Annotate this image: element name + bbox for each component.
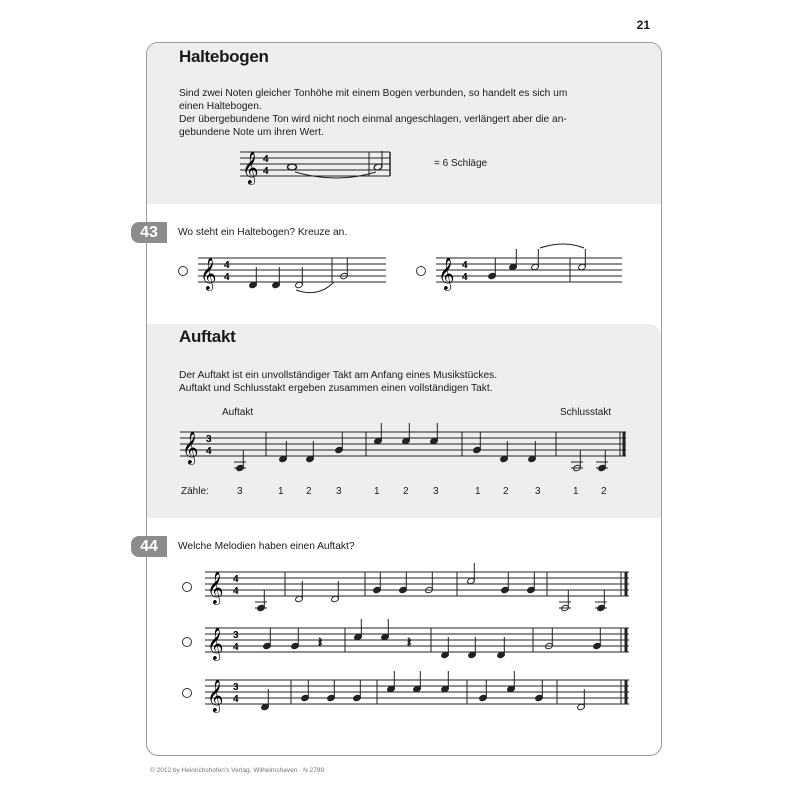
treble-clef-icon: 𝄞 xyxy=(182,431,199,464)
treble-clef-icon: 𝄞 xyxy=(207,679,224,712)
count: 1 xyxy=(573,486,579,497)
exercise-43-staff-a xyxy=(198,254,398,298)
exercise-43-option-a-checkbox[interactable] xyxy=(178,266,188,276)
exercise-43-option-b-checkbox[interactable] xyxy=(416,266,426,276)
svg-text:4: 4 xyxy=(462,260,468,271)
svg-text:4: 4 xyxy=(224,260,230,271)
treble-clef-icon: 𝄞 xyxy=(207,571,224,604)
haltebogen-line-4: gebundene Note um ihren Wert. xyxy=(179,127,324,138)
svg-text:3: 3 xyxy=(206,434,212,445)
treble-clef-icon: 𝄞 xyxy=(200,257,217,290)
auftakt-line-2: Auftakt und Schlusstakt ergeben zusammen einen vollständigen Takt. xyxy=(179,383,493,394)
copyright-footer: © 2012 by Heinrichshofen's Verlag, Wilhelmshaven · N 2799 xyxy=(150,767,325,774)
exercise-44-question: Welche Melodien haben einen Auftakt? xyxy=(178,541,355,552)
svg-text:4: 4 xyxy=(206,446,212,457)
count: 3 xyxy=(433,486,439,497)
auftakt-text xyxy=(179,369,649,395)
exercise-44-badge: 44 xyxy=(131,536,167,557)
auftakt-heading: Auftakt xyxy=(179,327,236,346)
exercise-43-staff-b xyxy=(436,254,636,298)
svg-text:4: 4 xyxy=(233,642,239,653)
count: 1 xyxy=(374,486,380,497)
exercise-44-melody-1 xyxy=(205,568,635,612)
svg-text:4: 4 xyxy=(462,272,468,283)
count: 3 xyxy=(237,486,243,497)
exercise-44-option-2-checkbox[interactable] xyxy=(182,637,192,647)
whole-note-icon xyxy=(288,164,297,170)
svg-text:4: 4 xyxy=(233,694,239,705)
auftakt-example-staff xyxy=(180,428,630,472)
count-label: Zähle: xyxy=(181,486,209,497)
haltebogen-line-1: Sind zwei Noten gleicher Tonhöhe mit einem Bogen verbunden, so handelt es sich um xyxy=(179,88,568,99)
slur-arc xyxy=(296,282,334,293)
auftakt-label: Auftakt xyxy=(222,407,254,418)
page-number: 21 xyxy=(636,18,650,32)
exercise-43-question: Wo steht ein Haltebogen? Kreuze an. xyxy=(178,227,348,238)
treble-clef-icon: 𝄞 xyxy=(438,257,455,290)
svg-text:4: 4 xyxy=(233,586,239,597)
treble-clef-icon: 𝄞 xyxy=(242,151,259,184)
haltebogen-text xyxy=(179,87,649,139)
schlusstakt-label: Schlusstakt xyxy=(560,407,612,418)
quarter-rest-icon: 𝄽 xyxy=(318,635,323,651)
count: 1 xyxy=(475,486,481,497)
svg-text:4: 4 xyxy=(233,574,239,585)
tie-arc xyxy=(295,172,376,178)
exercise-44-melody-3 xyxy=(205,676,635,720)
count: 2 xyxy=(403,486,409,497)
svg-text:3: 3 xyxy=(233,630,239,641)
time-sig-bottom: 4 xyxy=(263,166,269,177)
count: 3 xyxy=(336,486,342,497)
svg-text:4: 4 xyxy=(224,272,230,283)
exercise-44-melody-2 xyxy=(205,624,635,668)
exercise-44-option-1-checkbox[interactable] xyxy=(182,582,192,592)
count: 1 xyxy=(278,486,284,497)
count: 2 xyxy=(601,486,607,497)
count: 2 xyxy=(503,486,509,497)
exercise-44-option-3-checkbox[interactable] xyxy=(182,688,192,698)
time-sig-top: 4 xyxy=(263,154,269,165)
haltebogen-line-3: Der übergebundene Ton wird nicht noch einmal angeschlagen, verlängert aber die an- xyxy=(179,114,567,125)
auftakt-line-1: Der Auftakt ist ein unvollständiger Takt am Anfang eines Musikstückes. xyxy=(179,370,498,381)
six-beats-label: = 6 Schläge xyxy=(434,158,488,169)
exercise-43-badge: 43 xyxy=(131,222,167,243)
haltebogen-heading: Haltebogen xyxy=(179,47,269,66)
haltebogen-line-2: einen Haltebogen. xyxy=(179,101,262,112)
haltebogen-example-staff xyxy=(240,148,420,188)
count: 2 xyxy=(306,486,312,497)
treble-clef-icon: 𝄞 xyxy=(207,627,224,660)
count: 3 xyxy=(535,486,541,497)
svg-text:3: 3 xyxy=(233,682,239,693)
quarter-rest-icon: 𝄽 xyxy=(407,635,412,651)
